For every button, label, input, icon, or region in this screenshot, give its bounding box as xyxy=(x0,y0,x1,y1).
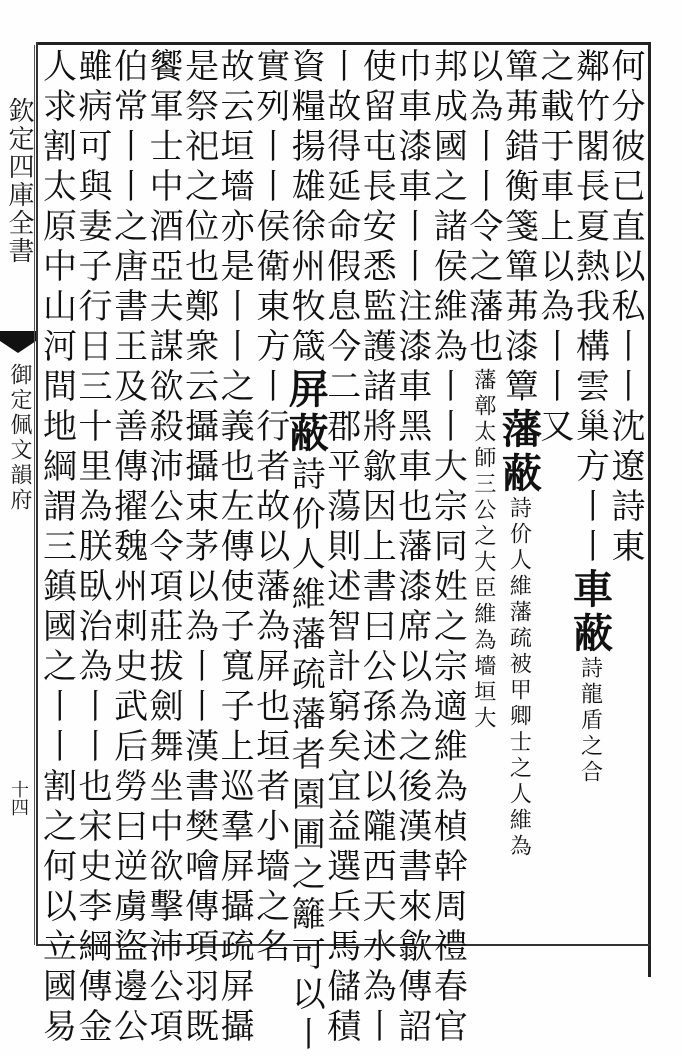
text-column xyxy=(249,48,290,968)
text-segment: 使留屯長安悉監護諸將歙因上書曰公孫述以隴西天水為丨 xyxy=(356,48,397,1048)
text-segment: 何分彼已直以私丨丨沈遼詩東 xyxy=(604,48,645,568)
text-segment: 簞茀錯衡箋簞茀漆簟 xyxy=(498,48,539,408)
text-column xyxy=(143,48,184,1048)
text-segment: 鄰竹閣長夏熱我構雲巢方丨丨 xyxy=(569,48,610,568)
volume-title: 御定佩文韻府 xyxy=(7,363,32,513)
text-segment: 資糧揚雄徐州牧箴 xyxy=(285,48,326,368)
text-column xyxy=(320,48,361,1048)
text-segment: 是祭祀之位也鄭衆云攝攝束茅以為丨丨漢書樊噲傳項羽既 xyxy=(178,48,219,1048)
text-segment: 以為丨丨令之藩也 xyxy=(462,48,503,368)
page-margin-column xyxy=(0,45,34,945)
text-segment: 丨行者故以藩為屏也垣者小墻之名 xyxy=(249,368,290,968)
text-segment: 伯常丨丨之唐書王及善傳擢魏州刺史武后勞曰逆虜盜邊公 xyxy=(107,48,148,1048)
text-segment: 饗軍士中酒亞夫謀欲殺沛公令項莊拔劍舞坐中欲擊沛公項 xyxy=(143,48,184,1048)
text-segment: 實列丨丨侯衛東方 xyxy=(249,48,290,368)
text-column xyxy=(427,48,468,1048)
text-segment: 丨故得延命假息今二郡平蕩則述智計窮矣宜益選兵馬儲積 xyxy=(320,48,361,1048)
text-column xyxy=(604,48,645,568)
book-title: 欽定四庫全書 xyxy=(4,97,34,265)
headword: 藩蔽 xyxy=(495,408,543,496)
text-column xyxy=(356,48,397,1048)
text-columns xyxy=(36,48,646,1056)
text-column xyxy=(391,48,432,1048)
fish-tail-ornament-icon xyxy=(0,331,36,355)
text-segment: 詩价人維藩疏藩者園圃之籬可以丨 xyxy=(285,456,326,1056)
text-segment: 雖病可與妻子行日三十里為朕臥治為丨丨也宋史李綱傳金 xyxy=(72,48,113,1048)
text-column xyxy=(462,48,503,732)
headword: 屏蔽 xyxy=(282,368,330,456)
headword: 車蔽 xyxy=(566,568,614,656)
text-column xyxy=(214,48,255,1048)
text-segment: 之載于車上以為丨丨又 xyxy=(533,48,574,448)
margin-divider xyxy=(34,45,35,945)
text-segment: 詩价人維藩疏被甲卿士之人維為 xyxy=(506,496,532,860)
text-column xyxy=(495,48,543,860)
text-segment: 邦成國之諸侯維為丨丨大宗同姓之宗適維為楨幹周禮春官 xyxy=(427,48,468,1048)
text-column xyxy=(533,48,574,448)
frame-right-rule xyxy=(648,42,651,977)
text-segment: 巾車漆車丨丨注漆車黑車也藩漆席以為之後漢書來歙傳詔 xyxy=(391,48,432,1048)
text-column xyxy=(566,48,614,786)
text-column xyxy=(107,48,148,1048)
text-column xyxy=(72,48,113,1048)
text-column xyxy=(36,48,77,1048)
text-segment: 人求割太原中山河間地綱謂三鎮國之丨丨割之何以立國易 xyxy=(36,48,77,1048)
page-number: 十四 xyxy=(8,780,29,816)
text-segment: 藩鄣太師三公之大臣維為墻垣大 xyxy=(470,368,496,732)
text-column xyxy=(178,48,219,1048)
frame-top-rule xyxy=(36,42,650,45)
text-column xyxy=(282,48,330,1056)
text-segment: 詩龍盾之合 xyxy=(577,656,603,786)
text-segment: 故云垣墻亦是丨丨之義也左傳使子寬子上巡羣屏攝疏屏攝 xyxy=(214,48,255,1048)
